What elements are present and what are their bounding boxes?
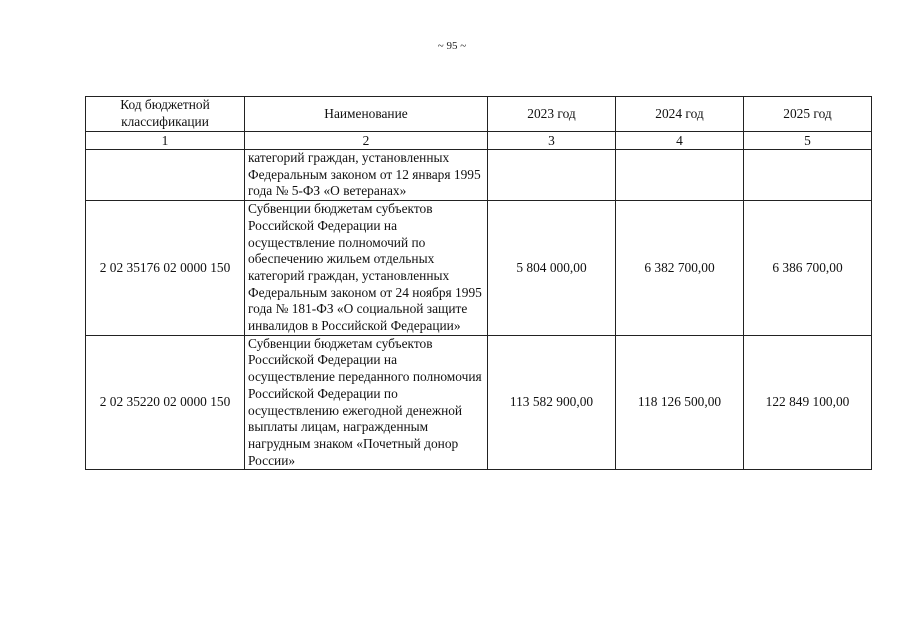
amount-2024-cell: 6 382 700,00 xyxy=(616,201,744,336)
column-number-row xyxy=(86,132,872,150)
name-cell: Субвенции бюджетам субъектов Российской Федерации на осуществление переданного полномочия Российской Федерации по осуществлению ежегодной денежной выплаты лицам, награжденным нагрудным знаком «Почетный донор России» xyxy=(245,335,488,470)
header-2025: 2025 год xyxy=(744,97,872,132)
column-number: 1 xyxy=(86,132,245,150)
header-budget-code: Код бюджетной классификации xyxy=(86,97,245,132)
amount-2025-cell xyxy=(744,150,872,201)
amount-2023-cell: 113 582 900,00 xyxy=(488,335,616,470)
page-number: ~ 95 ~ xyxy=(437,40,467,52)
amount-2025-cell: 6 386 700,00 xyxy=(744,201,872,336)
table-header-row xyxy=(86,97,872,132)
amount-2024-cell: 118 126 500,00 xyxy=(616,335,744,470)
table-row xyxy=(86,150,872,201)
column-number: 4 xyxy=(616,132,744,150)
column-number: 2 xyxy=(245,132,488,150)
header-2023: 2023 год xyxy=(488,97,616,132)
budget-table xyxy=(85,96,872,470)
budget-code-cell: 2 02 35176 02 0000 150 xyxy=(86,201,245,336)
header-2024: 2024 год xyxy=(616,97,744,132)
column-number: 5 xyxy=(744,132,872,150)
table-row xyxy=(86,201,872,336)
name-cell: Субвенции бюджетам субъектов Российской Федерации на осуществление полномочий по обеспечению жильем отдельных категорий граждан, установленных Федеральным законом от 24 ноября 1995 года № 181-ФЗ «О социальной защите инвалидов в Российской Федерации» xyxy=(245,201,488,336)
budget-code-cell: 2 02 35220 02 0000 150 xyxy=(86,335,245,470)
budget-code-cell xyxy=(86,150,245,201)
table-row xyxy=(86,335,872,470)
amount-2025-cell: 122 849 100,00 xyxy=(744,335,872,470)
column-number: 3 xyxy=(488,132,616,150)
amount-2023-cell xyxy=(488,150,616,201)
amount-2023-cell: 5 804 000,00 xyxy=(488,201,616,336)
amount-2024-cell xyxy=(616,150,744,201)
header-name: Наименование xyxy=(245,97,488,132)
name-cell: категорий граждан, установленных Федеральным законом от 12 января 1995 года № 5-ФЗ «О ветеранах» xyxy=(245,150,488,201)
